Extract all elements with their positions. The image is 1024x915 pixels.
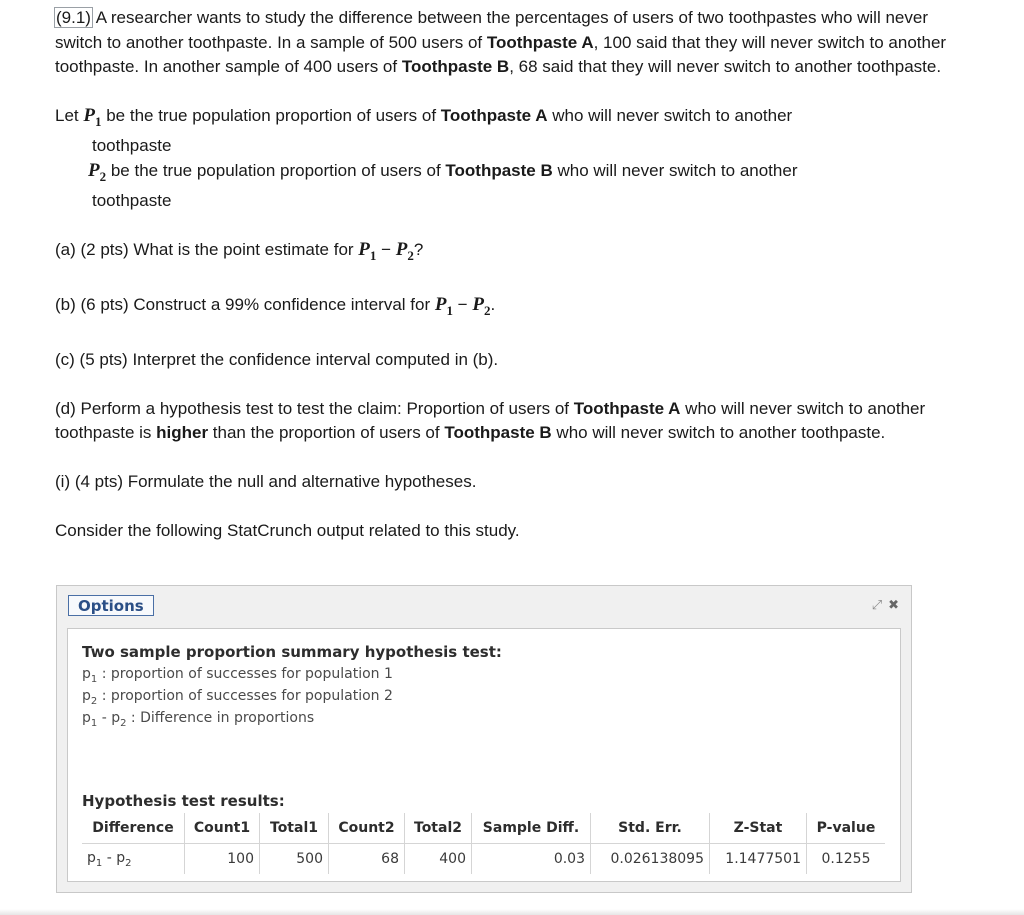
table-row [82,844,885,875]
cell-count2: 68 [329,844,405,875]
p2-toothpaste: Toothpaste B [445,160,553,180]
col-header: Sample Diff. [472,813,591,844]
intro-toothpaste-b: Toothpaste B [401,57,510,76]
col-header: Z-Stat [710,813,807,844]
intro-text-1: A researcher wants to study the difference between the percentages of users of two toothpastes who will never switch to another toothpaste. In a sample of 500 users of [55,8,928,52]
table-header-row [82,813,885,844]
statcrunch-results-area [67,628,901,882]
part-i: (i) (4 pts) Formulate the null and alternative hypotheses. [55,472,477,492]
cell-total2: 400 [405,844,472,875]
col-header: Total2 [405,813,472,844]
p2-text-2: who will never switch to another [552,160,798,180]
let-p2-line [55,159,975,189]
p1-symbol: $P_1$ [83,105,102,129]
cell-p-value: 0.1255 [821,851,871,867]
part-b: (b) (6 pts) Construct a 99% confidence interval for $P_1 - P_2$. [55,293,496,318]
question-number: (9.1) [56,8,91,27]
p1-toothpaste: Toothpaste A [440,106,548,125]
let-p1-line [55,104,975,134]
definition-p2: $p_2$ : proportion of successes for population 2 [82,688,393,707]
p2-text-1: be the true population proportion of users of [106,160,446,180]
cell-z-stat: 1.1477501 [710,844,807,875]
intro-text-2: , 100 said that they will never switch to another toothpaste. In another sample of 400 users of [55,32,947,76]
intro-paragraph [55,6,975,80]
p1-text-2: who will never switch to another [547,106,793,125]
col-header: Std. Err. [591,813,710,844]
p1-text-1: be the true population proportion of users of [101,106,441,125]
col-header: Count1 [185,813,260,844]
cell-std-err: 0.026138095 [591,844,710,875]
part-c: (c) (5 pts) Interpret the confidence interval computed in (b). [55,349,499,369]
expand-icon[interactable]: ⤢ [871,598,883,613]
test-title: Two sample proportion summary hypothesis test: [82,643,502,661]
part-a: (a) (2 pts) What is the point estimate for $P_1 - P_2$? [55,239,424,263]
col-header: P-value [807,813,886,844]
col-header: Total1 [260,813,329,844]
part-d: (d) Perform a hypothesis test to test the claim: Proportion of users of Toothpaste A who will never switch to another toothpaste is higher than the proportion of users of Toothpaste B who will never switch to another toothpaste. [55,398,926,443]
question-text [55,6,975,544]
results-table [82,813,885,874]
definition-p1: $p_1$ : proportion of successes for population 1 [82,666,393,685]
p2-symbol: $P_2$ [88,159,107,184]
col-header: Difference [82,813,185,844]
close-icon[interactable]: ✖ [888,598,899,613]
cell-sample-diff: 0.03 [472,844,591,875]
intro-text-3: , 68 said that they will never switch to another toothpaste. [509,57,942,76]
statcrunch-output-panel [56,585,912,893]
cell-total1: 500 [260,844,329,875]
let-word: Let [55,106,79,125]
cell-difference: $p_1 - p_2$ [82,844,185,875]
window-controls [872,598,899,613]
intro-toothpaste-a: Toothpaste A [486,32,594,52]
consider-text: Consider the following StatCrunch output related to this study. [55,521,520,541]
page-bottom-shadow [0,909,1024,915]
let-p1-continuation: toothpaste [92,136,172,156]
options-button[interactable]: Options [68,595,154,616]
cell-count1: 100 [185,844,260,875]
col-header: Count2 [329,813,405,844]
let-p2-continuation: toothpaste [92,191,172,211]
results-title: Hypothesis test results: [82,792,285,810]
definition-diff: $p_1 - p_2$ : Difference in proportions [82,710,315,729]
